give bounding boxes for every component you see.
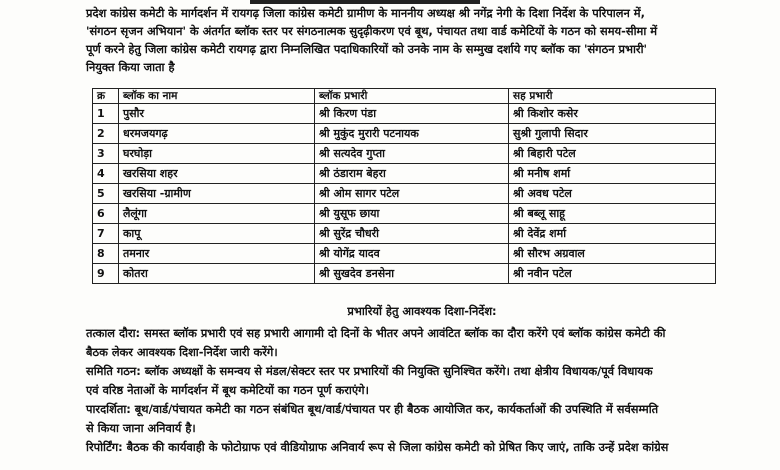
- block-name-cell: खरसिया -ग्रामीण: [118, 184, 314, 204]
- co-incharge-cell: सुश्री गुलापी सिदार: [509, 124, 716, 144]
- co-incharge-cell: श्री किशोर कसेर: [509, 104, 716, 124]
- intro-line: पूर्ण करने हेतु जिला कांग्रेस कमेटी रायगढ़ द्वारा निम्नलिखित पदाधिकारियों को उनके नाम के सम्मुख दर्शाये गए ब्लॉक का 'संगठन प्रभारी': [86, 42, 648, 56]
- co-incharge-cell: श्री देवेंद्र शर्मा: [509, 224, 716, 244]
- incharge-cell: श्री ठंडाराम बेहरा: [315, 164, 509, 184]
- incharge-cell: श्री ओम सागर पटेल: [315, 184, 509, 204]
- co-incharge-cell: श्री बिहारी पटेल: [509, 144, 716, 164]
- table-row: [93, 244, 716, 264]
- guideline-line: बैठक लेकर आवश्यक दिशा-निर्देश जारी करेंगे।: [86, 345, 278, 359]
- serial-cell: 6: [93, 204, 119, 224]
- intro-line: 'संगठन सृजन अभियान' के अंतर्गत ब्लॉक स्तर पर संगठनात्मक सुदृढ़ीकरण एवं बूथ, पंचायत तथा वार्ड कमेटियों के गठन को समय-सीमा में: [86, 24, 658, 38]
- table-row: [93, 124, 716, 144]
- guideline-line: समिति गठन: ब्लॉक अध्यक्षों के समन्वय से मंडल/सेक्टर स्तर पर प्रभारियों की नियुक्ति सुनिश्चित करेंगे। तथा क्षेत्रीय विधायक/पूर्व विधायक: [86, 364, 653, 378]
- serial-cell: 3: [93, 144, 119, 164]
- serial-cell: 5: [93, 184, 119, 204]
- block-name-cell: धरमजयगढ़: [118, 124, 314, 144]
- table-row: [93, 264, 716, 284]
- table-header-row: [93, 89, 716, 104]
- header-block-name: ब्लॉक का नाम: [118, 89, 314, 104]
- table-row: [93, 164, 716, 184]
- block-name-cell: तमनार: [118, 244, 314, 264]
- block-name-cell: खरसिया शहर: [118, 164, 314, 184]
- serial-cell: 7: [93, 224, 119, 244]
- co-incharge-cell: श्री सौरभ अग्रवाल: [509, 244, 716, 264]
- co-incharge-cell: श्री बब्लू साहू: [509, 204, 716, 224]
- co-incharge-cell: श्री अवध पटेल: [509, 184, 716, 204]
- serial-cell: 9: [93, 264, 119, 284]
- block-incharge-table: [92, 88, 716, 284]
- block-name-cell: कापू: [118, 224, 314, 244]
- incharge-cell: श्री योगेंद्र यादव: [315, 244, 509, 264]
- header-serial: क्र: [93, 89, 119, 104]
- block-name-cell: कोतरा: [118, 264, 314, 284]
- intro-line: प्रदेश कांग्रेस कमेटी के मार्गदर्शन में रायगढ़ जिला कांग्रेस कमेटी ग्रामीण के माननीय अध्यक्ष श्री नगेंद्र नेगी के दिशा निर्देश के परिपालन में,: [86, 6, 645, 20]
- block-name-cell: पुसौर: [118, 104, 314, 124]
- header-block-incharge: ब्लॉक प्रभारी: [315, 89, 509, 104]
- block-name-cell: लैलूंगा: [118, 204, 314, 224]
- guidelines-title: प्रभारियों हेतु आवश्यक दिशा-निर्देश:: [347, 304, 497, 318]
- co-incharge-cell: श्री नवीन पटेल: [509, 264, 716, 284]
- intro-paragraph: [86, 4, 758, 76]
- incharge-cell: श्री सुखदेव डनसेना: [315, 264, 509, 284]
- guideline-line: रिपोर्टिंग: बैठक की कार्यवाही के फोटोग्राफ एवं वीडियोग्राफ अनिवार्य रूप से जिला कांग्रेस कमेटी को प्रेषित किए जाएं, ताकि उन्हें प्रदेश कांग्रेस: [86, 440, 669, 454]
- block-name-cell: घरघोड़ा: [118, 144, 314, 164]
- table-row: [93, 224, 716, 244]
- header-co-incharge: सह प्रभारी: [509, 89, 716, 104]
- incharge-cell: श्री सत्यदेव गुप्ता: [315, 144, 509, 164]
- co-incharge-cell: श्री मनीष शर्मा: [509, 164, 716, 184]
- table-row: [93, 104, 716, 124]
- serial-cell: 4: [93, 164, 119, 184]
- guideline-line: तत्काल दौरा: समस्त ब्लॉक प्रभारी एवं सह प्रभारी आगामी दो दिनों के भीतर अपने आवंटित ब्लॉक का दौरा करेंगे एवं ब्लॉक कांग्रेस कमेटी की: [86, 326, 666, 340]
- guidelines-section: [86, 302, 758, 457]
- incharge-cell: श्री किरण पंडा: [315, 104, 509, 124]
- guideline-line: पारदर्शिता: बूथ/वार्ड/पंचायत कमेटी का गठन संबंधित बूथ/वार्ड/पंचायत पर ही बैठक आयोजित कर, कार्यकर्ताओं की उपस्थिति में सर्वसम्मति: [86, 402, 659, 416]
- guideline-line: से किया जाना अनिवार्य है।: [86, 421, 196, 435]
- incharge-cell: श्री सुरेंद्र चौधरी: [315, 224, 509, 244]
- table-row: [93, 204, 716, 224]
- guideline-line: एवं वरिष्ठ नेताओं के मार्गदर्शन में बूथ कमेटियों का गठन पूर्ण कराएंगे।: [86, 383, 369, 397]
- serial-cell: 1: [93, 104, 119, 124]
- incharge-cell: श्री मुकुंद मुरारी पटनायक: [315, 124, 509, 144]
- incharge-cell: श्री युसूफ छाया: [315, 204, 509, 224]
- serial-cell: 2: [93, 124, 119, 144]
- table-row: [93, 184, 716, 204]
- table-row: [93, 144, 716, 164]
- intro-line: नियुक्त किया जाता है: [86, 60, 175, 74]
- serial-cell: 8: [93, 244, 119, 264]
